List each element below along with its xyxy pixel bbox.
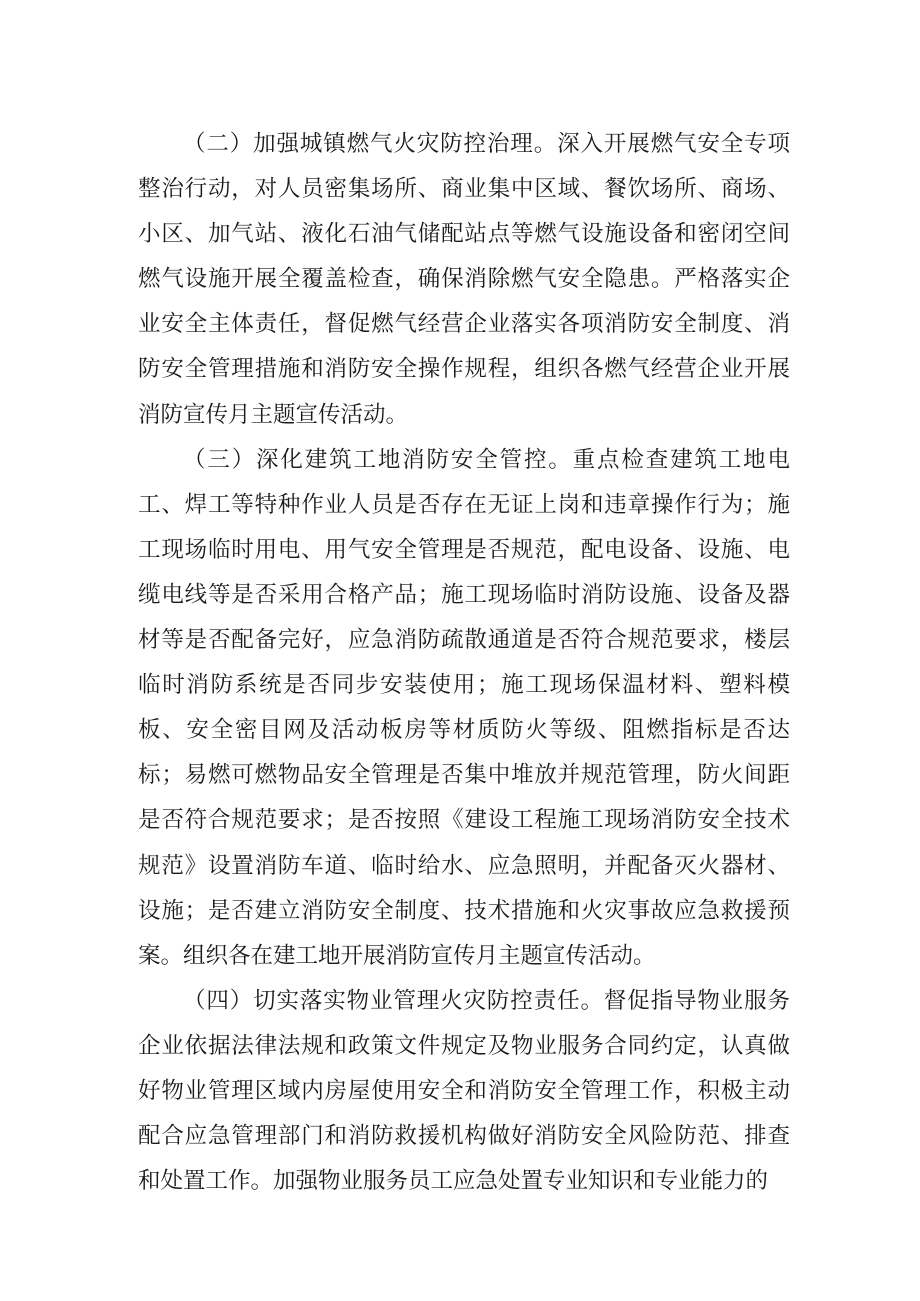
paragraph-construction-site-fire-safety: （三）深化建筑工地消防安全管控。重点检查建筑工地电工、焊工等特种作业人员是否存在无证上岗和违章操作行为；施工现场临时用电、用气安全管理是否规范，配电设备、设施、电缆电线等是否采用合格产品；施工现场临时消防设施、设备及器材等是否配备完好，应急消防疏散通道是否符合规范要求，楼层临时消防系统是否同步安装使用；施工现场保温材料、塑料模板、安全密目网及活动板房等材质防火等级、阻燃指标是否达标；易燃可燃物品安全管理是否集中堆放并规范管理，防火间距是否符合规范要求；是否按照《建设工程施工现场消防安全技术规范》设置消防车道、临时给水、应急照明，并配备灭火器材、设施；是否建立消防安全制度、技术措施和火灾事故应急救援预案。组织各在建工地开展消防宣传月主题宣传活动。 <box>138 446 790 969</box>
paragraph-gas-fire-control: （二）加强城镇燃气火灾防控治理。深入开展燃气安全专项整治行动，对人员密集场所、商业集中区域、餐饮场所、商场、小区、加气站、液化石油气储配站点等燃气设施设备和密闭空间燃气设施开展全覆盖检查，确保消除燃气安全隐患。严格落实企业安全主体责任，督促燃气经营企业落实各项消防安全制度、消防安全管理措施和消防安全操作规程，组织各燃气经营企业开展消防宣传月主题宣传活动。 <box>138 131 790 428</box>
paragraph-property-management-fire-control: （四）切实落实物业管理火灾防控责任。督促指导物业服务企业依据法律法规和政策文件规定及物业服务合同约定，认真做好物业管理区域内房屋使用安全和消防安全管理工作，积极主动配合应急管理部门和消防救援机构做好消防安全风险防范、排查和处置工作。加强物业服务员工应急处置专业知识和专业能力的 <box>138 987 790 1195</box>
document-body <box>138 122 790 1204</box>
